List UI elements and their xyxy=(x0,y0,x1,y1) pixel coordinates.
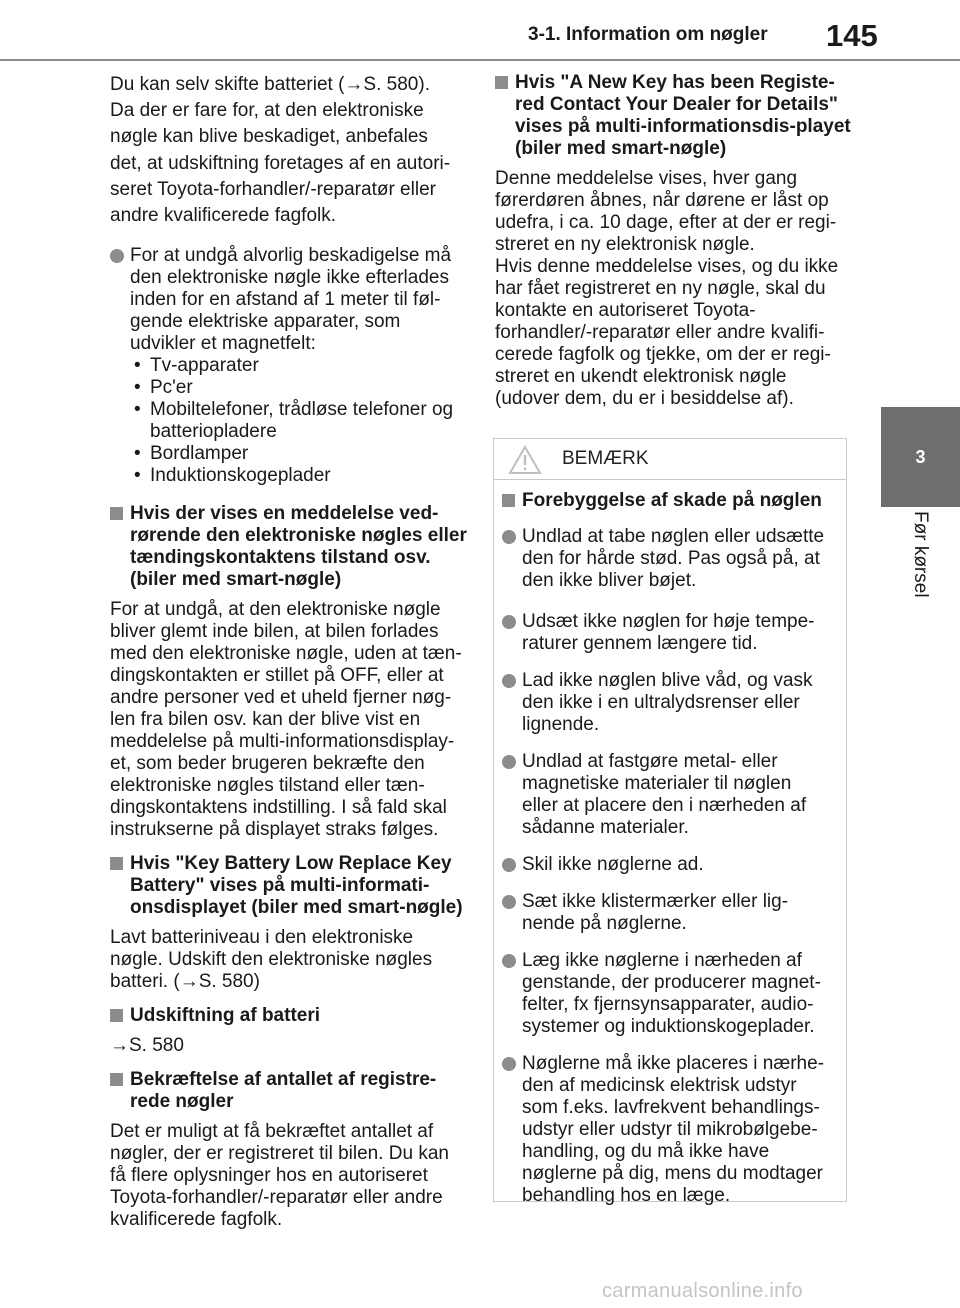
list-bullet-icon: • xyxy=(134,465,141,487)
section-body: Det er muligt at få bekræftet antallet af nøgler, der er registreret til bilen. Du kan få flere oplysninger hos en autoriseret Toyota-forhandler/-reparatør eller andre kvalificerede fagfolk. xyxy=(110,1121,449,1231)
section-heading: Hvis der vises en meddelelse ved-rørende den elektroniske nøgles eller tændingskontaktens tilstand osv. (biler med smart-nøgle) xyxy=(110,503,470,591)
list-bullet-icon: • xyxy=(134,355,141,377)
square-bullet-icon xyxy=(110,507,123,520)
bullet-dot-icon xyxy=(502,615,516,629)
list-item: • Pc'er xyxy=(134,377,193,399)
notice-item: Sæt ikke klistermærker eller lig-nende på nøglerne. xyxy=(502,891,832,935)
section-message xyxy=(110,503,470,841)
section-body: Lavt batteriniveau i den elektroniske nøgle. Udskift den elektroniske nøgles batteri. (→S. 580) xyxy=(110,927,433,993)
notice-header xyxy=(494,439,846,480)
section-heading: Bekræftelse af antallet af registre-rede nøgler xyxy=(110,1069,470,1113)
square-bullet-icon xyxy=(495,76,508,89)
square-bullet-icon xyxy=(110,857,123,870)
chapter-label-text: Før kørsel xyxy=(910,511,931,598)
bullet-dot-icon xyxy=(502,954,516,968)
square-bullet-icon xyxy=(110,1073,123,1086)
list-bullet-icon: • xyxy=(134,377,141,399)
square-bullet-icon xyxy=(502,494,515,507)
square-bullet-icon xyxy=(110,1009,123,1022)
page-number: 145 xyxy=(826,18,878,53)
list-item: • Bordlamper xyxy=(134,443,249,465)
bullet-dot-icon xyxy=(502,530,516,544)
section-body: For at undgå, at den elektroniske nøgle bliver glemt inde bilen, at bilen forlades med den elektroniske nøgle, uden at tæn-dingskontakten er stillet på OFF, eller at andre personer ved et uheld fjerner nøg-len fra bilen osv. kan der blive vist en meddelelse på multi-informationsdisplay-et, som beder brugeren bekræfte den elektroniske nøgles tilstand eller tæn-dingskontaktens indstilling. I så fald skal instrukserne på displayet straks følges. xyxy=(110,599,462,841)
appliance-list xyxy=(130,355,470,487)
section-battery-low xyxy=(110,853,470,993)
bullet-dot-icon xyxy=(110,249,124,263)
intro-line: det, at udskiftning foretages af en autori- xyxy=(110,152,451,174)
intro-line: Du kan selv skifte batteriet (→S. 580). xyxy=(110,74,430,95)
intro-line: andre kvalificerede fagfolk. xyxy=(110,205,337,227)
watermark: carmanualsonline.info xyxy=(602,1280,803,1302)
intro-line: seret Toyota-forhandler/-reparatør eller xyxy=(110,178,436,200)
notice-item: Skil ikke nøglerne ad. xyxy=(502,854,832,876)
warning-triangle-icon xyxy=(508,445,542,481)
bullet-dot-icon xyxy=(502,858,516,872)
list-bullet-icon: • xyxy=(134,443,141,465)
notice-box xyxy=(493,438,847,1206)
notice-item: Lad ikke nøglen blive våd, og vask den ikke i en ultralydsrenser eller lignende. xyxy=(502,670,832,736)
left-column xyxy=(110,72,470,1231)
list-item: • Induktionskogeplader xyxy=(134,465,331,487)
notice-heading: Forebyggelse af skade på nøglen xyxy=(502,490,832,512)
notice-item: Læg ikke nøglerne i nærheden af genstande, der producerer magnet-felter, fx fjernsynsapparater, audio-systemer og induktionskogeplader. xyxy=(502,950,832,1038)
right-column xyxy=(495,72,852,410)
notice-item: Undlad at tabe nøglen eller udsætte den for hårde stød. Pas også på, at den ikke bliver bøjet. xyxy=(502,526,832,592)
bullet-dot-icon xyxy=(502,895,516,909)
list-item: • Mobiltelefoner, trådløse telefoner og batteriopladere xyxy=(134,399,454,443)
intro-line: Da der er fare for, at den elektroniske xyxy=(110,100,424,122)
intro-line: nøgle kan blive beskadiget, anbefales xyxy=(110,126,428,148)
bullet-dot-icon xyxy=(502,755,516,769)
notice-content xyxy=(494,480,846,1207)
bullet-dot-icon xyxy=(502,674,516,688)
chapter-number: 3 xyxy=(915,446,926,467)
notice-item: Undlad at fastgøre metal- eller magnetiske materialer til nøglen eller at placere den i nærheden af sådanne materialer. xyxy=(502,751,832,839)
header-divider xyxy=(0,59,960,61)
chapter-tab[interactable] xyxy=(881,407,960,507)
section-heading: Hvis "A New Key has been Registe-red Contact Your Dealer for Details" vises på multi-informationsdis-playet (biler med smart-nøgle) xyxy=(495,72,852,160)
page-reference-link[interactable]: →S. 580 xyxy=(110,1035,184,1057)
bullet-item xyxy=(110,245,470,487)
section-body: Denne meddelelse vises, hver gang førerdøren åbnes, når dørene er låst op udefra, i ca. 10 dage, efter at der er regi-streret en ny elektronisk nøgle. xyxy=(495,168,837,255)
chapter-label xyxy=(881,507,960,617)
section-body: Hvis denne meddelelse vises, og du ikke har fået registreret en ny nøgle, skal du kontakte en autoriseret Toyota-forhandler/-reparatør eller andre kvalifi-cerede fagfolk og tjekke, om der er regi-streret en ukendt elektronisk nøgle (udover dem, du er i besiddelse af). xyxy=(495,256,839,409)
list-bullet-icon: • xyxy=(134,399,141,421)
list-item: • Tv-apparater xyxy=(134,355,259,377)
bullet-text: For at undgå alvorlig beskadigelse må den elektroniske nøgle ikke efterlades inden for en afstand af 1 meter til føl-gende elektriske apparater, som udvikler et magnetfelt: xyxy=(130,245,452,355)
intro-paragraph xyxy=(110,72,470,229)
section-heading: Udskiftning af batteri xyxy=(110,1005,470,1027)
section-registered-keys xyxy=(110,1069,470,1231)
notice-item: Udsæt ikke nøglen for høje tempe-raturer gennem længere tid. xyxy=(502,611,832,655)
section-heading: Hvis "Key Battery Low Replace Key Battery" vises på multi-informati-onsdisplayet (biler med smart-nøgle) xyxy=(110,853,470,919)
bullet-dot-icon xyxy=(502,1057,516,1071)
section-battery-replace xyxy=(110,1005,470,1057)
notice-label: BEMÆRK xyxy=(562,448,649,469)
notice-item: Nøglerne må ikke placeres i nærhe-den af medicinsk elektrisk udstyr som f.eks. lavfrekvent behandlings-udstyr eller udstyr til mikrobølgebe-handling, og du må ikke have nøglerne på dig, mens du modtager behandling hos en læge. xyxy=(502,1053,832,1207)
section-title: 3-1. Information om nøgler xyxy=(528,24,768,45)
